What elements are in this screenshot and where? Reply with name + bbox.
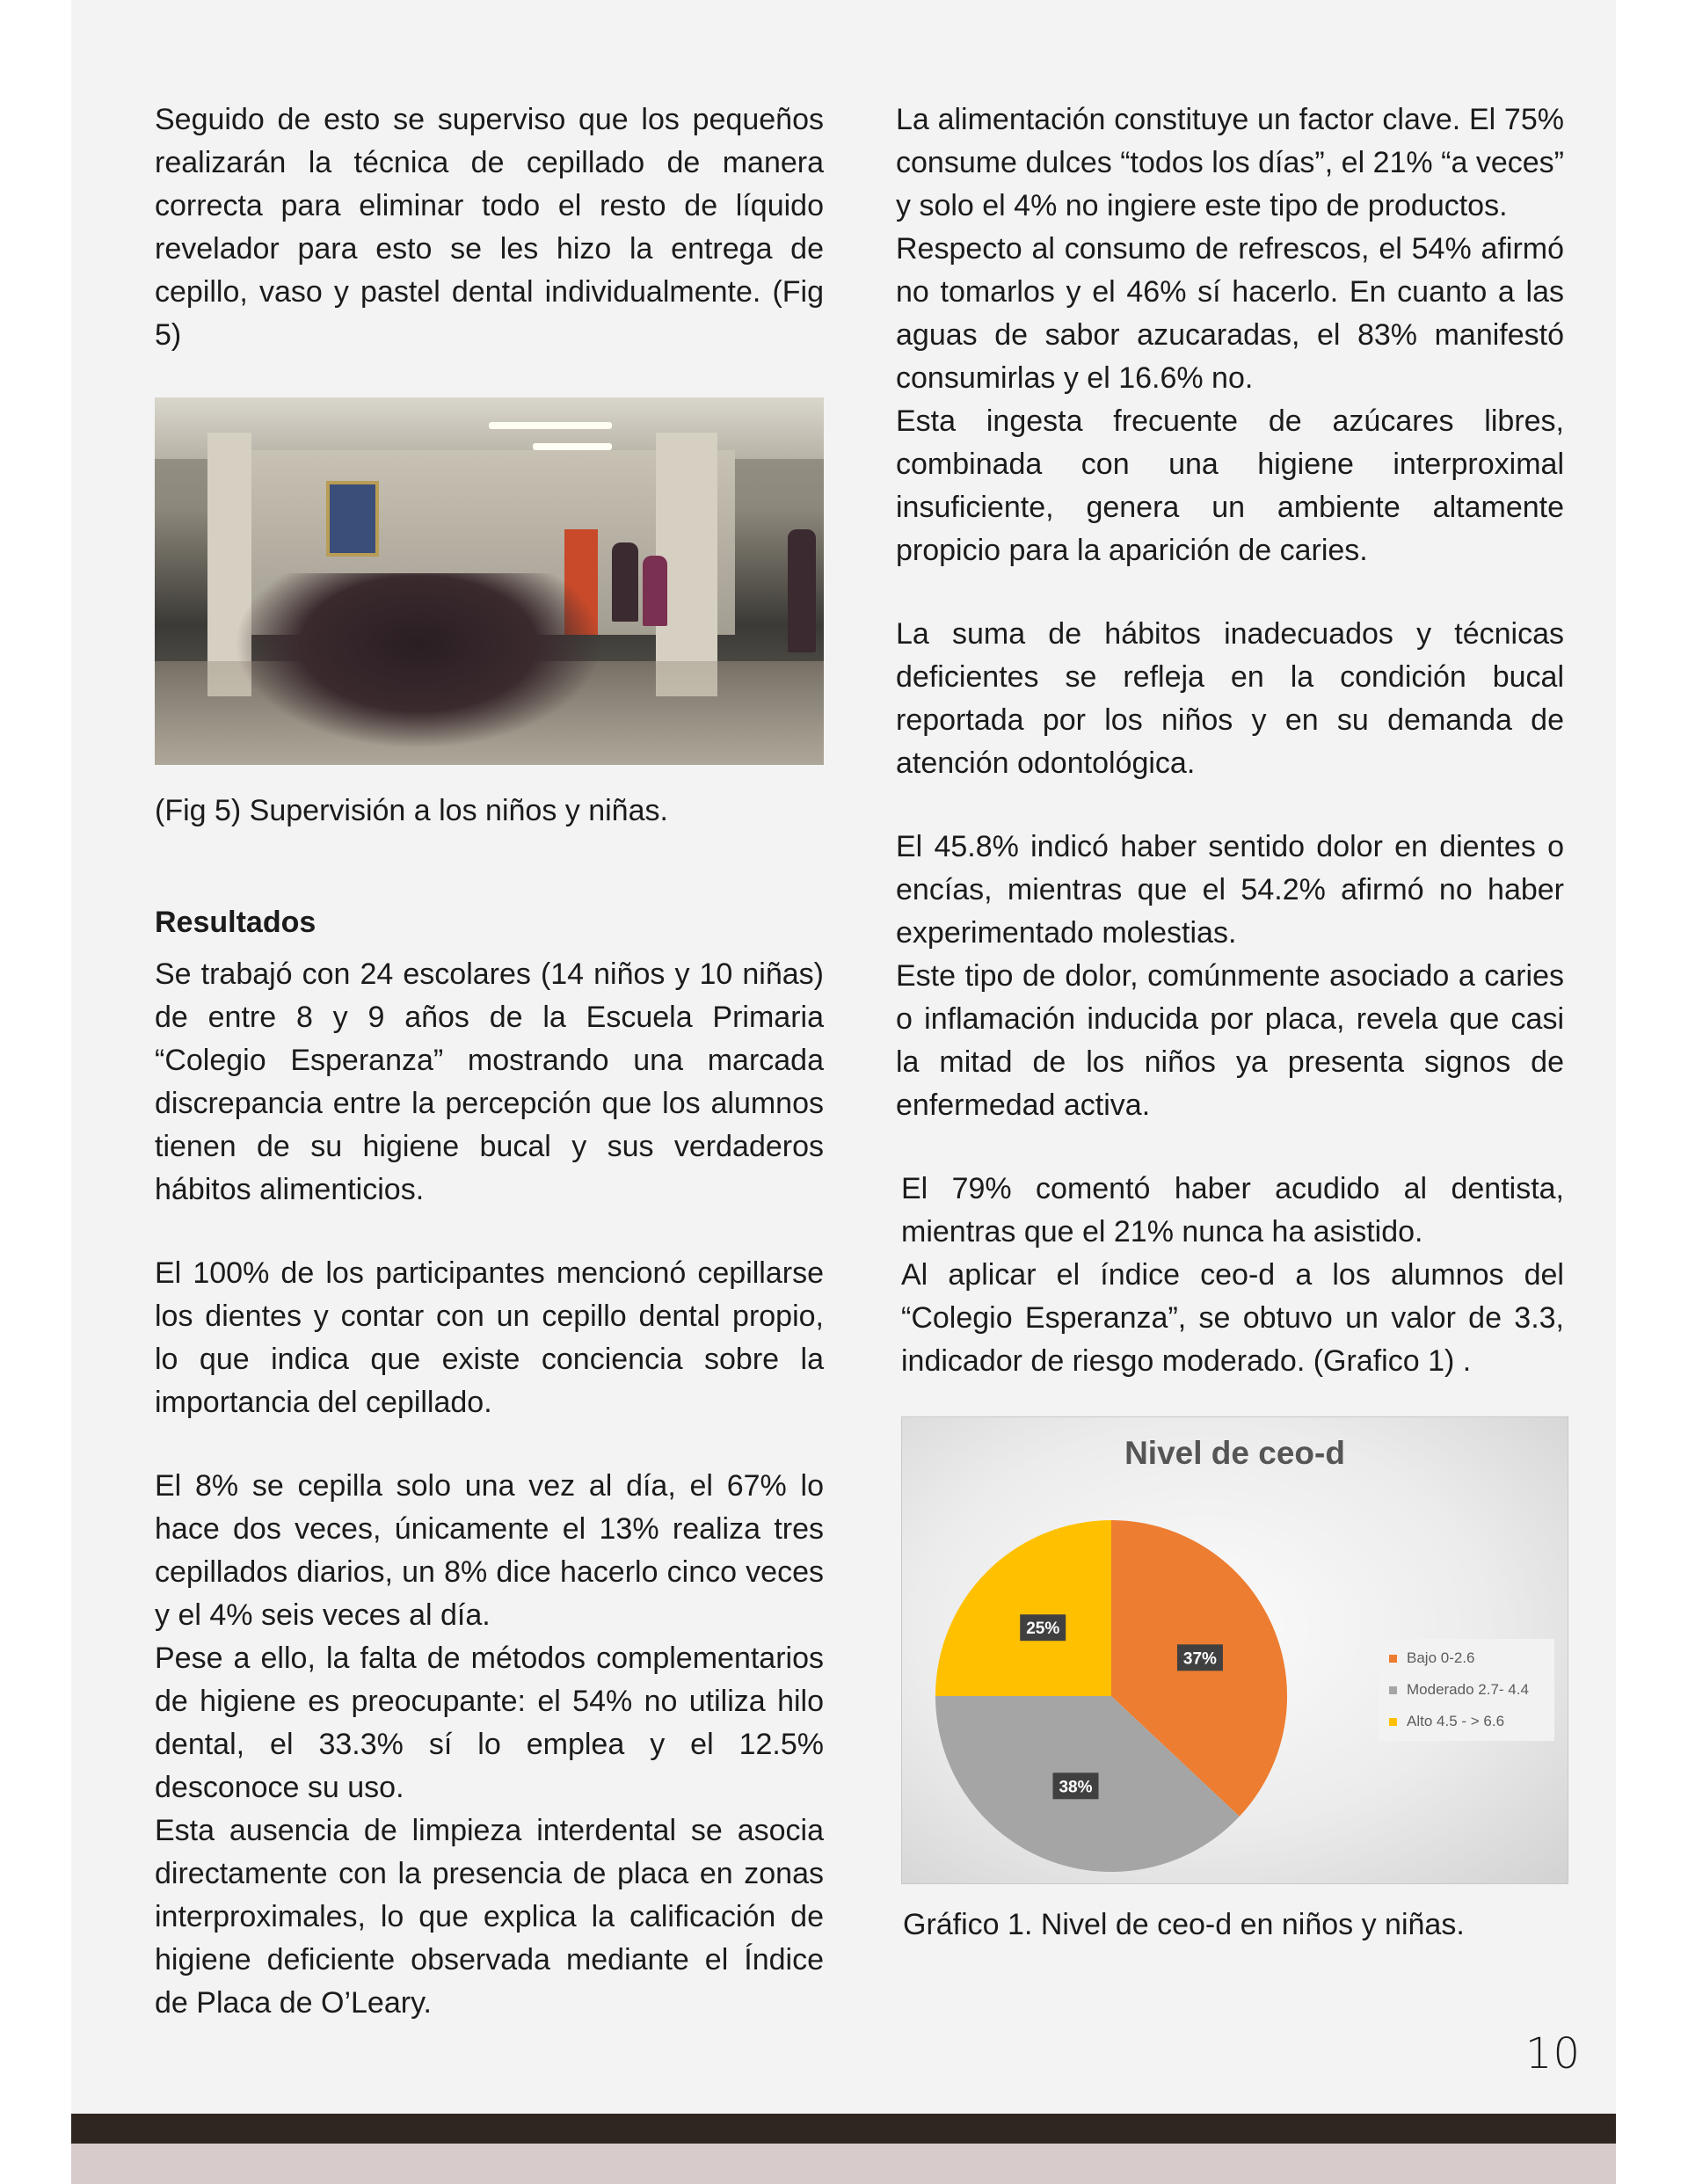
legend-label: Bajo 0-2.6 — [1407, 1649, 1475, 1666]
pain-meaning-paragraph: Este tipo de dolor, comúnmente asociado a caries o inflamación inducida por placa, revela que casi la mitad de los niños ya presenta signos de enfermedad activa. — [896, 959, 1564, 1122]
svg-text:37%: 37% — [1182, 1649, 1217, 1669]
legend-item-bajo — [1379, 1642, 1554, 1674]
data-label-moderado — [1053, 1773, 1099, 1799]
document-page — [71, 0, 1616, 2184]
legend-swatch — [1389, 1718, 1397, 1726]
results-paragraph-2: El 100% de los participantes mencionó cepillarse los dientes y contar con un cepillo dental propio, lo que indica que existe conciencia sobre la importancia del cepillado. — [155, 1256, 824, 1419]
footer-band — [71, 2144, 1616, 2184]
results-heading: Resultados — [155, 906, 316, 939]
habits-paragraph: La suma de hábitos inadecuados y técnicas deficientes se refleja en la condición bucal reportada por los niños y en su demanda de atención odontológica. — [896, 617, 1564, 780]
right-column — [896, 98, 1564, 1947]
dentist-paragraph: El 79% comentó haber acudido al dentista, mientras que el 21% nunca ha asistido. — [901, 1172, 1564, 1249]
results-paragraph-5: Esta ausencia de limpieza interdental se asocia directamente con la presencia de placa en zonas interproximales, lo que explica la calificación de higiene deficiente observada mediante el Índice de Placa de O’Leary. — [155, 1814, 824, 2020]
svg-text:38%: 38% — [1059, 1778, 1093, 1797]
legend-item-alto — [1379, 1706, 1554, 1737]
diet-paragraph: La alimentación constituye un factor clave. El 75% consume dulces “todos los días”, el 21% “a veces” y solo el 4% no ingiere este tipo de productos. — [896, 103, 1564, 222]
results-paragraph-4: Pese a ello, la falta de métodos complementarios de higiene es preocupante: el 54% no utiliza hilo dental, el 33.3% sí lo emplea y el 12.5% desconoce su uso. — [155, 1642, 824, 1804]
page-number: 10 — [1524, 2029, 1581, 2078]
left-column — [155, 98, 824, 2025]
data-label-alto — [1020, 1614, 1066, 1641]
results-paragraph-1: Se trabajó con 24 escolares (14 niños y 10 niñas) de entre 8 y 9 años de la Escuela Primaria “Colegio Esperanza” mostrando una marcada discrepancia entre la percepción que los alumnos tienen de su higiene bucal y sus verdaderos hábitos alimenticios. — [155, 957, 824, 1206]
legend-swatch — [1389, 1655, 1397, 1663]
ceod-paragraph: Al aplicar el índice ceo-d a los alumnos del “Colegio Esperanza”, se obtuvo un valor de 3.3, indicador de riesgo moderado. (Grafico 1) . — [901, 1258, 1564, 1378]
footer-bar — [71, 2114, 1616, 2144]
ceod-pie-chart — [901, 1416, 1568, 1884]
sugar-paragraph: Esta ingesta frecuente de azúcares libres, combinada con una higiene interproximal insuficiente, genera un ambiente altamente propicio para la aparición de caries. — [896, 404, 1564, 567]
intro-paragraph: Seguido de esto se superviso que los pequeños realizarán la técnica de cepillado de manera correcta para eliminar todo el resto de líquido revelador para esto se les hizo la entrega de cepillo, vaso y pastel dental individualmente. (Fig 5) — [155, 103, 824, 352]
results-paragraph-3: El 8% se cepilla solo una vez al día, el 67% lo hace dos veces, únicamente el 13% realiza tres cepillados diarios, un 8% dice hacerlo cinco veces y el 4% seis veces al día. — [155, 1469, 824, 1632]
data-label-bajo — [1177, 1644, 1223, 1671]
svg-text:25%: 25% — [1026, 1620, 1060, 1639]
legend-label: Moderado 2.7- 4.4 — [1407, 1681, 1529, 1698]
chart-caption: Gráfico 1. Nivel de ceo-d en niños y niñas. — [903, 1908, 1465, 1941]
pain-paragraph: El 45.8% indicó haber sentido dolor en dientes o encías, mientras que el 54.2% afirmó no haber experimentado molestias. — [896, 830, 1564, 950]
legend-label: Alto 4.5 - > 6.6 — [1407, 1713, 1505, 1729]
legend-swatch — [1389, 1686, 1397, 1694]
chart-title: Nivel de ceo-d — [1124, 1435, 1345, 1471]
figure-5-photo — [155, 397, 824, 765]
chart-legend — [1379, 1639, 1554, 1741]
figure-5-caption: (Fig 5) Supervisión a los niños y niñas. — [155, 794, 668, 827]
legend-item-moderado — [1379, 1674, 1554, 1706]
soda-paragraph: Respecto al consumo de refrescos, el 54% afirmó no tomarlos y el 46% sí hacerlo. En cuanto a las aguas de sabor azucaradas, el 83% manifestó consumirlas y el 16.6% no. — [896, 232, 1564, 395]
slice-alto — [935, 1520, 1111, 1696]
